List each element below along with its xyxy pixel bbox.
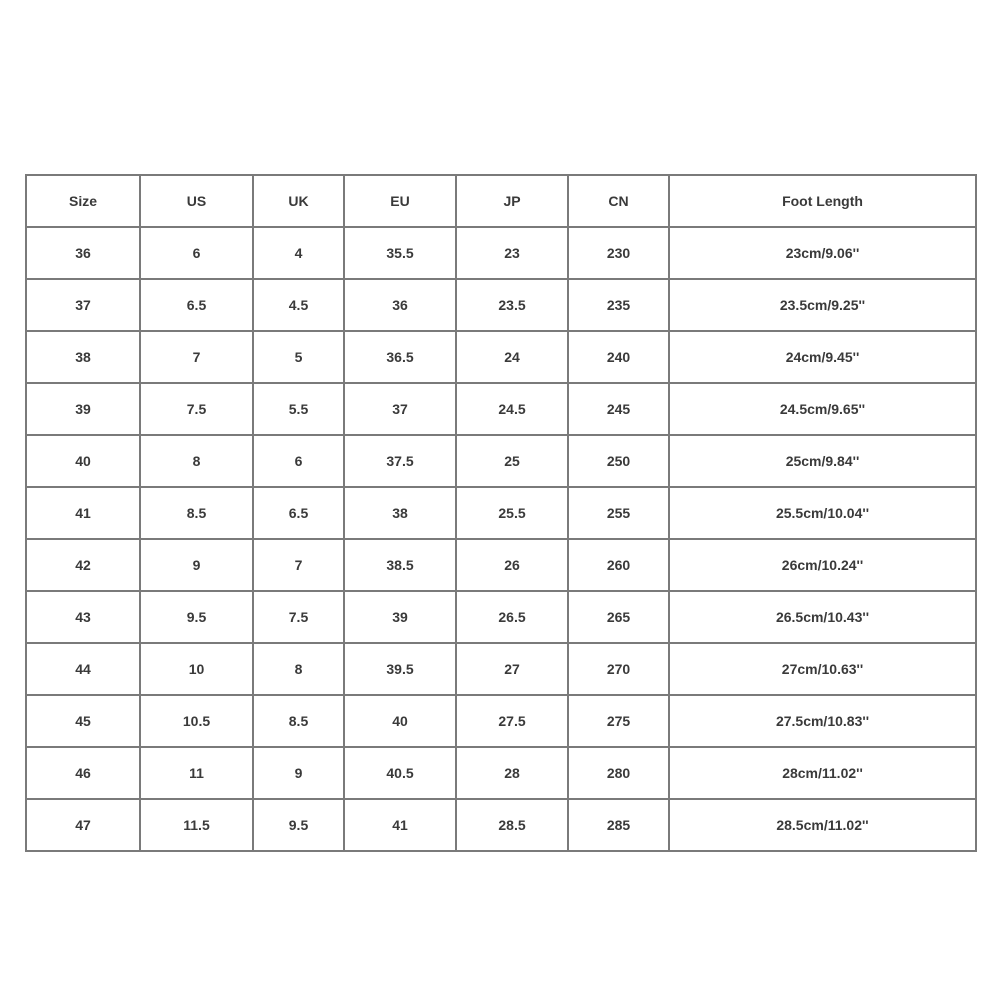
header-row bbox=[26, 175, 976, 227]
cell-cn: 270 bbox=[568, 643, 669, 695]
cell-foot-length: 28.5cm/11.02'' bbox=[669, 799, 976, 851]
cell-uk: 5.5 bbox=[253, 383, 344, 435]
cell-jp: 24 bbox=[456, 331, 568, 383]
cell-jp: 24.5 bbox=[456, 383, 568, 435]
cell-size: 43 bbox=[26, 591, 140, 643]
cell-cn: 265 bbox=[568, 591, 669, 643]
cell-cn: 230 bbox=[568, 227, 669, 279]
cell-cn: 285 bbox=[568, 799, 669, 851]
cell-eu: 40 bbox=[344, 695, 456, 747]
cell-size: 39 bbox=[26, 383, 140, 435]
header-us: US bbox=[140, 175, 253, 227]
cell-foot-length: 24cm/9.45'' bbox=[669, 331, 976, 383]
cell-uk: 5 bbox=[253, 331, 344, 383]
cell-size: 40 bbox=[26, 435, 140, 487]
table-row bbox=[26, 643, 976, 695]
cell-us: 10 bbox=[140, 643, 253, 695]
cell-size: 42 bbox=[26, 539, 140, 591]
table-row bbox=[26, 799, 976, 851]
cell-cn: 235 bbox=[568, 279, 669, 331]
cell-eu: 39 bbox=[344, 591, 456, 643]
header-jp: JP bbox=[456, 175, 568, 227]
cell-eu: 39.5 bbox=[344, 643, 456, 695]
cell-us: 8 bbox=[140, 435, 253, 487]
cell-eu: 40.5 bbox=[344, 747, 456, 799]
cell-jp: 27 bbox=[456, 643, 568, 695]
cell-cn: 240 bbox=[568, 331, 669, 383]
cell-eu: 38.5 bbox=[344, 539, 456, 591]
cell-foot-length: 27cm/10.63'' bbox=[669, 643, 976, 695]
cell-eu: 35.5 bbox=[344, 227, 456, 279]
cell-eu: 36.5 bbox=[344, 331, 456, 383]
cell-foot-length: 25cm/9.84'' bbox=[669, 435, 976, 487]
cell-us: 7 bbox=[140, 331, 253, 383]
cell-eu: 38 bbox=[344, 487, 456, 539]
cell-uk: 9.5 bbox=[253, 799, 344, 851]
cell-us: 11 bbox=[140, 747, 253, 799]
cell-uk: 6.5 bbox=[253, 487, 344, 539]
cell-size: 38 bbox=[26, 331, 140, 383]
cell-uk: 6 bbox=[253, 435, 344, 487]
cell-size: 36 bbox=[26, 227, 140, 279]
cell-uk: 4 bbox=[253, 227, 344, 279]
cell-us: 9 bbox=[140, 539, 253, 591]
cell-eu: 41 bbox=[344, 799, 456, 851]
cell-size: 47 bbox=[26, 799, 140, 851]
cell-jp: 23.5 bbox=[456, 279, 568, 331]
table-row bbox=[26, 279, 976, 331]
cell-us: 8.5 bbox=[140, 487, 253, 539]
cell-uk: 8 bbox=[253, 643, 344, 695]
cell-foot-length: 23.5cm/9.25'' bbox=[669, 279, 976, 331]
header-eu: EU bbox=[344, 175, 456, 227]
cell-foot-length: 26cm/10.24'' bbox=[669, 539, 976, 591]
cell-size: 46 bbox=[26, 747, 140, 799]
cell-jp: 23 bbox=[456, 227, 568, 279]
table-row bbox=[26, 331, 976, 383]
cell-uk: 7 bbox=[253, 539, 344, 591]
table-row bbox=[26, 539, 976, 591]
cell-jp: 25 bbox=[456, 435, 568, 487]
cell-jp: 28 bbox=[456, 747, 568, 799]
cell-eu: 36 bbox=[344, 279, 456, 331]
cell-jp: 27.5 bbox=[456, 695, 568, 747]
cell-eu: 37 bbox=[344, 383, 456, 435]
cell-us: 7.5 bbox=[140, 383, 253, 435]
cell-uk: 7.5 bbox=[253, 591, 344, 643]
header-size: Size bbox=[26, 175, 140, 227]
header-cn: CN bbox=[568, 175, 669, 227]
cell-us: 10.5 bbox=[140, 695, 253, 747]
cell-cn: 245 bbox=[568, 383, 669, 435]
cell-eu: 37.5 bbox=[344, 435, 456, 487]
table-header bbox=[26, 175, 976, 227]
cell-size: 37 bbox=[26, 279, 140, 331]
cell-us: 9.5 bbox=[140, 591, 253, 643]
table-row bbox=[26, 435, 976, 487]
header-foot-length: Foot Length bbox=[669, 175, 976, 227]
cell-us: 6.5 bbox=[140, 279, 253, 331]
cell-foot-length: 25.5cm/10.04'' bbox=[669, 487, 976, 539]
cell-uk: 9 bbox=[253, 747, 344, 799]
table-row bbox=[26, 487, 976, 539]
table-row bbox=[26, 695, 976, 747]
cell-size: 41 bbox=[26, 487, 140, 539]
cell-cn: 280 bbox=[568, 747, 669, 799]
size-chart-table bbox=[25, 174, 977, 852]
cell-uk: 4.5 bbox=[253, 279, 344, 331]
cell-foot-length: 27.5cm/10.83'' bbox=[669, 695, 976, 747]
cell-size: 45 bbox=[26, 695, 140, 747]
cell-size: 44 bbox=[26, 643, 140, 695]
cell-foot-length: 24.5cm/9.65'' bbox=[669, 383, 976, 435]
cell-foot-length: 28cm/11.02'' bbox=[669, 747, 976, 799]
table-row bbox=[26, 747, 976, 799]
cell-cn: 250 bbox=[568, 435, 669, 487]
table-row bbox=[26, 383, 976, 435]
table-row bbox=[26, 227, 976, 279]
cell-uk: 8.5 bbox=[253, 695, 344, 747]
table-body bbox=[26, 227, 976, 851]
cell-cn: 260 bbox=[568, 539, 669, 591]
cell-cn: 255 bbox=[568, 487, 669, 539]
cell-cn: 275 bbox=[568, 695, 669, 747]
cell-us: 11.5 bbox=[140, 799, 253, 851]
header-uk: UK bbox=[253, 175, 344, 227]
cell-jp: 26 bbox=[456, 539, 568, 591]
cell-jp: 26.5 bbox=[456, 591, 568, 643]
cell-jp: 25.5 bbox=[456, 487, 568, 539]
cell-foot-length: 23cm/9.06'' bbox=[669, 227, 976, 279]
cell-us: 6 bbox=[140, 227, 253, 279]
cell-jp: 28.5 bbox=[456, 799, 568, 851]
cell-foot-length: 26.5cm/10.43'' bbox=[669, 591, 976, 643]
table-row bbox=[26, 591, 976, 643]
